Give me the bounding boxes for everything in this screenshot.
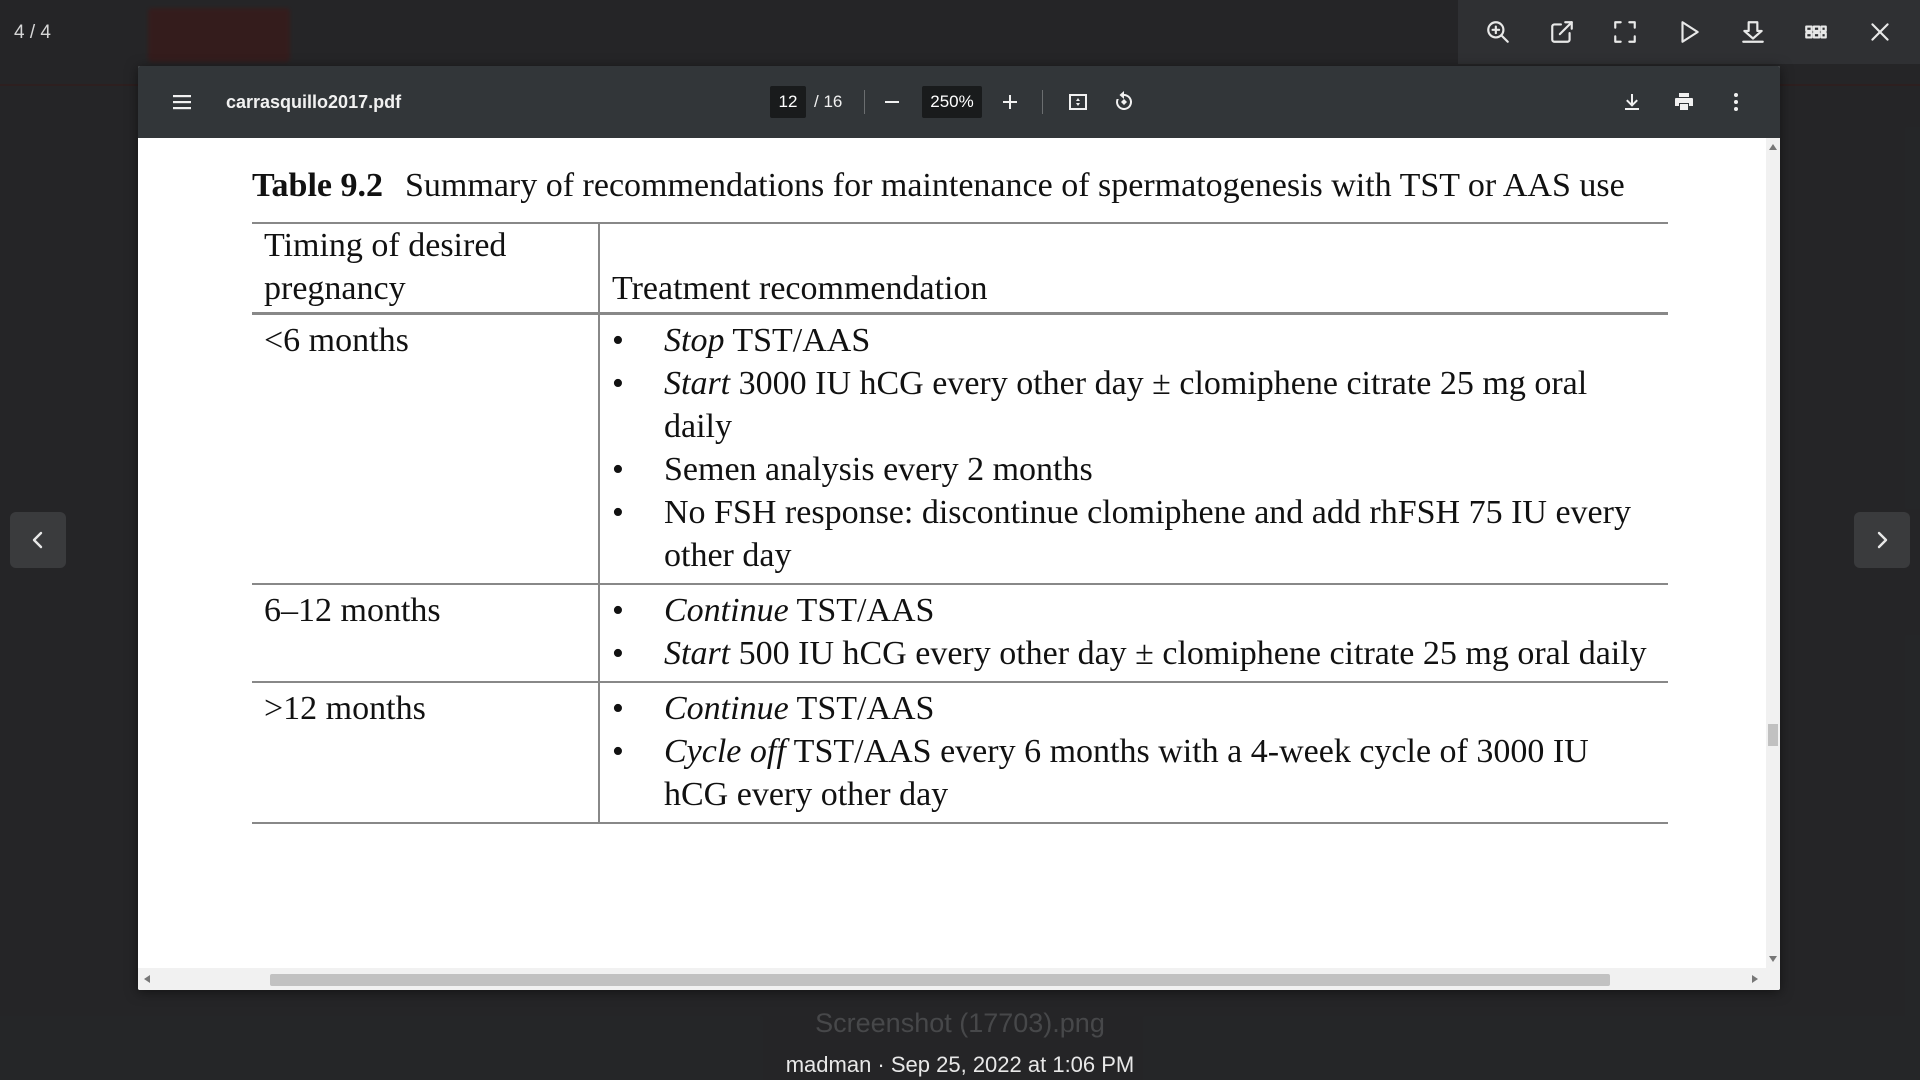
play-icon — [1676, 19, 1702, 45]
image-author-date: madman · Sep 25, 2022 at 1:06 PM — [785, 1052, 1135, 1077]
table-caption — [252, 166, 1668, 206]
treatment-cell — [599, 584, 1668, 682]
scroll-left-arrow[interactable] — [144, 975, 150, 983]
zoom-level-input[interactable]: 250% — [922, 86, 982, 118]
scroll-down-arrow[interactable] — [1769, 956, 1777, 962]
print-button[interactable] — [1664, 82, 1704, 122]
zoom-in-pdf-button[interactable] — [990, 82, 1030, 122]
fullscreen-button[interactable] — [1605, 12, 1645, 52]
list-item: • Start 3000 IU hCG every other day ± clomiphene citrate 25 mg oral daily — [612, 362, 1656, 448]
vertical-scrollbar[interactable] — [1766, 138, 1780, 968]
table-row — [252, 682, 1668, 823]
recommendations-table — [252, 222, 1668, 824]
chevron-right-icon — [1870, 528, 1894, 552]
treatment-cell — [599, 682, 1668, 823]
zoom-out-button[interactable] — [872, 82, 912, 122]
close-button[interactable] — [1860, 12, 1900, 52]
pdf-viewer — [138, 66, 1780, 990]
horizontal-scroll-thumb[interactable] — [270, 974, 1610, 986]
table-row — [252, 584, 1668, 682]
rotate-icon — [1112, 90, 1136, 114]
vertical-scroll-thumb[interactable] — [1768, 724, 1778, 746]
table-number: Table 9.2 — [252, 167, 384, 204]
timing-cell: 6–12 months — [252, 584, 599, 682]
download-icon — [1740, 19, 1766, 45]
hamburger-menu-icon — [170, 90, 194, 114]
column-header-treatment: Treatment recommendation — [612, 270, 988, 307]
table-title: Summary of recommendations for maintenance of spermatogenesis with TST or AAS use — [405, 167, 1625, 204]
page-navigator — [770, 86, 850, 118]
rotate-button[interactable] — [1104, 82, 1144, 122]
list-item: • Continue TST/AAS — [612, 687, 1656, 730]
treatment-cell — [599, 314, 1668, 585]
zoom-in-button[interactable] — [1478, 12, 1518, 52]
timing-cell: <6 months — [252, 314, 599, 585]
image-filename-caption: Screenshot (17703).png — [815, 1008, 1105, 1038]
table-row — [252, 314, 1668, 585]
open-external-button[interactable] — [1542, 12, 1582, 52]
lightbox-toolbar — [1458, 0, 1920, 64]
horizontal-scrollbar[interactable] — [138, 968, 1780, 990]
list-item: • Semen analysis every 2 months — [612, 448, 1656, 491]
scroll-up-arrow[interactable] — [1769, 144, 1777, 150]
next-image-button[interactable] — [1854, 512, 1910, 568]
toolbar-divider — [864, 90, 865, 114]
timing-cell: >12 months — [252, 682, 599, 823]
open-external-icon — [1549, 19, 1575, 45]
page-number-input[interactable] — [770, 86, 806, 118]
close-icon — [1867, 19, 1893, 45]
grid-icon — [1803, 19, 1829, 45]
zoom-in-icon — [1485, 19, 1511, 45]
toolbar-divider — [1042, 90, 1043, 114]
page-total: / 16 — [814, 92, 843, 111]
scroll-right-arrow[interactable] — [1752, 975, 1758, 983]
fit-page-icon — [1066, 90, 1090, 114]
list-item: • Cycle off TST/AAS every 6 months with a 4-week cycle of 3000 IU hCG every other day — [612, 730, 1656, 816]
table-header-row — [252, 223, 1668, 314]
document-filename: carrasquillo2017.pdf — [226, 92, 402, 112]
column-header-timing: Timing of desired pregnancy — [252, 223, 599, 314]
table-container — [252, 166, 1668, 824]
pdf-page — [138, 138, 1766, 968]
list-item: • Continue TST/AAS — [612, 589, 1656, 632]
printer-icon — [1672, 90, 1696, 114]
thumbnails-button[interactable] — [1796, 12, 1836, 52]
download-image-button[interactable] — [1733, 12, 1773, 52]
fit-to-page-button[interactable] — [1058, 82, 1098, 122]
more-vert-icon — [1724, 90, 1748, 114]
plus-icon — [998, 90, 1022, 114]
more-actions-button[interactable] — [1716, 82, 1756, 122]
list-item: • Start 500 IU hCG every other day ± clomiphene citrate 25 mg oral daily — [612, 632, 1656, 675]
slideshow-button[interactable] — [1669, 12, 1709, 52]
sidebar-menu-button[interactable] — [162, 82, 202, 122]
list-item: • Stop TST/AAS — [612, 319, 1656, 362]
pdf-toolbar — [138, 66, 1780, 138]
previous-image-button[interactable] — [10, 512, 66, 568]
image-counter: 4 / 4 — [14, 22, 51, 43]
chevron-left-icon — [26, 528, 50, 552]
fullscreen-icon — [1612, 19, 1638, 45]
download-pdf-button[interactable] — [1612, 82, 1652, 122]
list-item: • No FSH response: discontinue clomiphene and add rhFSH 75 IU every other day — [612, 491, 1656, 577]
download-icon — [1620, 90, 1644, 114]
minus-icon — [880, 90, 904, 114]
